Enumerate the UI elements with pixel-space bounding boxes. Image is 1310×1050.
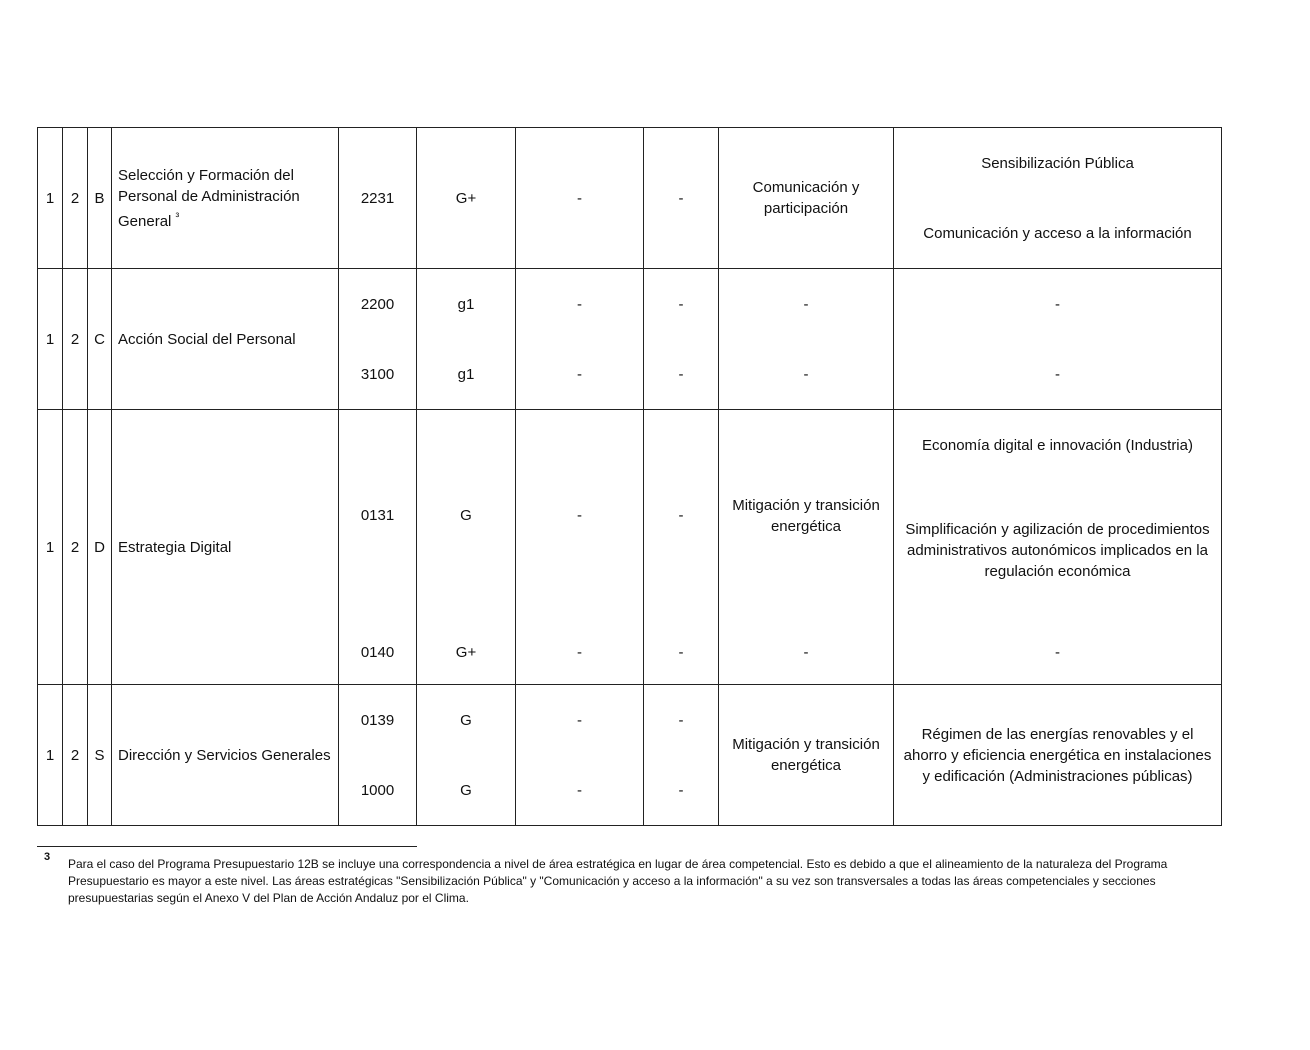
strategic-cell bbox=[894, 685, 1222, 826]
level-1-cell: 1 bbox=[38, 410, 63, 685]
dash-cell: - bbox=[516, 128, 644, 269]
table-row bbox=[38, 685, 1222, 826]
program-table bbox=[37, 127, 1222, 826]
grade-text: g1 bbox=[457, 296, 475, 313]
strategic-text: Comunicación y acceso a la información bbox=[923, 224, 1192, 242]
area-text: Mitigación y transición energética bbox=[732, 496, 880, 535]
dash-text: - bbox=[577, 507, 582, 524]
dash-text: - bbox=[678, 781, 684, 799]
grade-text: G bbox=[460, 712, 472, 729]
dash-cell bbox=[516, 410, 644, 685]
table-row bbox=[38, 410, 1222, 685]
grade-text: g1 bbox=[457, 365, 475, 383]
strategic-text: - bbox=[1055, 296, 1060, 313]
level-2-cell: 2 bbox=[63, 269, 88, 410]
dash-cell bbox=[644, 410, 719, 685]
area-text: - bbox=[803, 643, 809, 661]
level-3-cell: C bbox=[88, 269, 112, 410]
level-1-cell: 1 bbox=[38, 269, 63, 410]
strategic-text: Economía digital e innovación (Industria) bbox=[922, 437, 1193, 454]
code-text: 0140 bbox=[360, 643, 395, 661]
code-cell bbox=[339, 685, 417, 826]
program-name: Selección y Formación del Personal de Administración General bbox=[118, 166, 300, 230]
footnote-text: Para el caso del Programa Presupuestario 12B se incluye una correspondencia a nivel de área estratégica en lugar de área competencial. Esto es debido a que el alineamiento de la naturaleza del Programa Presupuestario es mayor a este nivel. Las áreas estratégicas "Sensibilización Pública" y "Comunicación y acceso a la información" a su vez son transversales a todas las áreas competenciales y secciones presupuestarias según el Anexo V del Plan de Acción Andaluz por el Clima. bbox=[68, 857, 1168, 905]
strategic-text: - bbox=[1055, 365, 1060, 383]
code-text: 0139 bbox=[360, 712, 395, 729]
area-cell bbox=[719, 685, 894, 826]
dash-cell bbox=[644, 269, 719, 410]
level-2-cell: 2 bbox=[63, 410, 88, 685]
strategic-text: Sensibilización Pública bbox=[981, 155, 1134, 172]
strategic-cell bbox=[894, 410, 1222, 685]
area-text: Mitigación y transición energética bbox=[732, 736, 880, 774]
level-2-cell: 2 bbox=[63, 685, 88, 826]
footnote-divider bbox=[37, 846, 417, 847]
footnote-reference: ³ bbox=[175, 210, 180, 223]
dash-cell bbox=[516, 269, 644, 410]
code-text: 3100 bbox=[360, 365, 395, 383]
area-text: - bbox=[803, 296, 809, 313]
program-name-cell bbox=[112, 269, 339, 410]
code-cell: 2231 bbox=[339, 128, 417, 269]
program-name: Dirección y Servicios Generales bbox=[118, 746, 331, 764]
footnote-number: 3 bbox=[44, 851, 51, 863]
grade-cell bbox=[417, 410, 516, 685]
area-text: Comunicación y participación bbox=[752, 179, 860, 217]
strategic-cell bbox=[894, 128, 1222, 269]
grade-cell bbox=[417, 269, 516, 410]
level-3-cell: D bbox=[88, 410, 112, 685]
area-cell bbox=[719, 410, 894, 685]
dash-cell: - bbox=[644, 128, 719, 269]
area-cell bbox=[719, 269, 894, 410]
code-cell bbox=[339, 269, 417, 410]
dash-text: - bbox=[577, 296, 582, 313]
dash-text: - bbox=[678, 643, 684, 661]
level-1-cell: 1 bbox=[38, 685, 63, 826]
table-row bbox=[38, 128, 1222, 269]
grade-cell: G+ bbox=[417, 128, 516, 269]
grade-text: G bbox=[460, 507, 472, 524]
dash-text: - bbox=[577, 712, 582, 729]
dash-text: - bbox=[577, 365, 582, 383]
strategic-text: Régimen de las energías renovables y el ahorro y eficiencia energética en instalaciones y edificación (Administraciones públicas) bbox=[903, 725, 1212, 785]
dash-text: - bbox=[678, 712, 684, 729]
grade-text: G+ bbox=[455, 643, 477, 661]
area-cell bbox=[719, 128, 894, 269]
dash-text: - bbox=[577, 781, 582, 799]
program-name: Acción Social del Personal bbox=[118, 330, 296, 348]
area-text: - bbox=[803, 365, 809, 383]
strategic-text: - bbox=[1055, 643, 1060, 661]
dash-cell bbox=[516, 685, 644, 826]
dash-text: - bbox=[678, 296, 684, 313]
strategic-text: Simplificación y agilización de procedimientos administrativos autonómicos implicados en la regulación económica bbox=[905, 521, 1210, 580]
level-3-cell: S bbox=[88, 685, 112, 826]
grade-text: G bbox=[460, 781, 472, 799]
dash-cell bbox=[644, 685, 719, 826]
table-row bbox=[38, 269, 1222, 410]
program-name-cell bbox=[112, 128, 339, 269]
level-3-cell: B bbox=[88, 128, 112, 269]
strategic-cell bbox=[894, 269, 1222, 410]
dash-text: - bbox=[577, 643, 582, 661]
program-name: Estrategia Digital bbox=[118, 538, 232, 556]
dash-text: - bbox=[678, 507, 684, 524]
code-cell bbox=[339, 410, 417, 685]
program-name-cell bbox=[112, 685, 339, 826]
program-name-cell bbox=[112, 410, 339, 685]
level-2-cell: 2 bbox=[63, 128, 88, 269]
level-1-cell: 1 bbox=[38, 128, 63, 269]
dash-text: - bbox=[678, 365, 684, 383]
code-text: 1000 bbox=[360, 781, 395, 799]
code-text: 2200 bbox=[360, 296, 395, 313]
grade-cell bbox=[417, 685, 516, 826]
code-text: 0131 bbox=[360, 507, 395, 524]
